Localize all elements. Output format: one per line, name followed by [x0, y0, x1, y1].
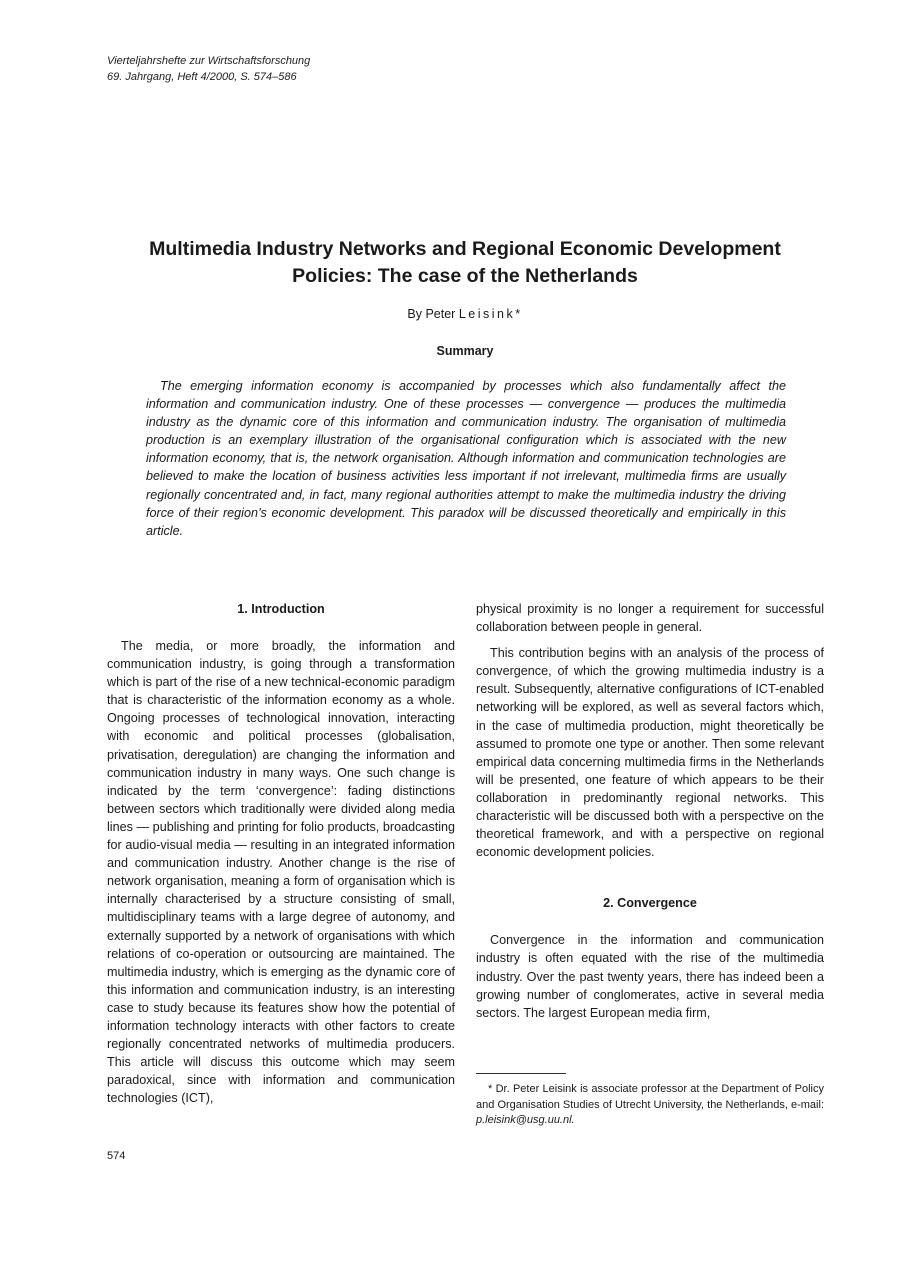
introduction-continuation: physical proximity is no longer a requirement for successful collaboration between people in general.: [476, 602, 824, 635]
byline: [0, 307, 900, 321]
right-column: [476, 600, 824, 1022]
article-title: [100, 236, 830, 290]
page-number: 574: [107, 1150, 126, 1162]
journal-header: [107, 54, 310, 85]
summary-heading: Summary: [436, 344, 494, 358]
title-line-1: Multimedia Industry Networks and Regional Economic Development: [149, 238, 781, 260]
journal-name: Vierteljahrshefte zur Wirtschaftsforschung: [107, 55, 311, 67]
left-column: [107, 600, 455, 1107]
section-heading-convergence: 2. Convergence: [603, 896, 697, 911]
author-email-link[interactable]: p.leisink@usg.uu.nl.: [476, 1114, 575, 1126]
footnote-text: * Dr. Peter Leisink is associate professor at the Department of Policy and Organisation Studies of Utrecht University, the Netherlands, e-mail:: [476, 1083, 824, 1111]
summary-text: The emerging information economy is accompanied by processes which also fundamentally affect the information and communication industry. One of these processes — convergence — produces the multimedia industry as the dynamic core of this information and communication industry. The organisation of multimedia production is an exemplary illustration of the organisational configuration which is associated with the new information economy, that is, the network organisation. Although information and communication technologies are believed to make the location of business activities less important if not irrelevant, multimedia firms are usually regionally concentrated and, in fact, many regional authorities attempt to make the multimedia industry the driving force of their region’s economic development. This paradox will be discussed theoretically and empirically in this article.: [146, 379, 786, 538]
author-footnote: [476, 1082, 824, 1129]
introduction-paragraph-1: The media, or more broadly, the information and communication industry, is going through a transformation which is part of the rise of a new technical-economic paradigm that is characteristic of the information economy as a whole. Ongoing processes of technological innovation, interacting with economic and political processes (globalisation, privatisation, deregulation) are changing the information and communication industry in many ways. One such change is indicated by the term ‘convergence’: fading distinctions between sectors which traditionally were divided along media lines — publishing and printing for folio products, broadcasting for audio-visual media — resulting in an integrated information and communication industry. Another change is the rise of network organisation, meaning a form of organisation which is internally characterised by a structure consisting of small, multidisciplinary teams with a large degree of autonomy, and externally supported by a network of organisations with which relations of co-operation or outsourcing are maintained. The multimedia industry, which is emerging as the dynamic core of this information and communication industry, is an interesting case to study because its features show how the potential of information technology interacts with other factors to create regionally concentrated networks of multimedia producers. This article will discuss this outcome which may seem paradoxical, since with information and communication technologies (ICT),: [107, 639, 455, 1106]
section-heading-introduction: 1. Introduction: [237, 602, 325, 616]
convergence-paragraph-1: Convergence in the information and communication industry is often equated with the rise of the multimedia industry. Over the past twenty years, there has indeed been a growing number of conglomerates, active in several media sectors. The largest European media firm,: [476, 933, 824, 1020]
footnote-divider: [476, 1073, 566, 1074]
journal-issue: 69. Jahrgang, Heft 4/2000, S. 574–586: [107, 70, 297, 83]
title-line-2: Policies: The case of the Netherlands: [292, 265, 638, 287]
author-name: Leisink*: [458, 307, 523, 321]
introduction-paragraph-2: This contribution begins with an analysis of the process of convergence, of which the growing multimedia industry is a result. Subsequently, alternative configurations of ICT-enabled networking will be explored, as well as several factors which, in the case of multimedia production, might theoretically be assumed to promote one type or another. Then some relevant empirical data concerning multimedia firms in the Netherlands will be presented, one feature of which appears to be their collaboration in predominantly regional networks. This characteristic will be discussed both with a perspective on the theoretical framework, and with a perspective on regional economic development policies.: [476, 646, 824, 860]
byline-prefix: By Peter: [407, 307, 456, 321]
